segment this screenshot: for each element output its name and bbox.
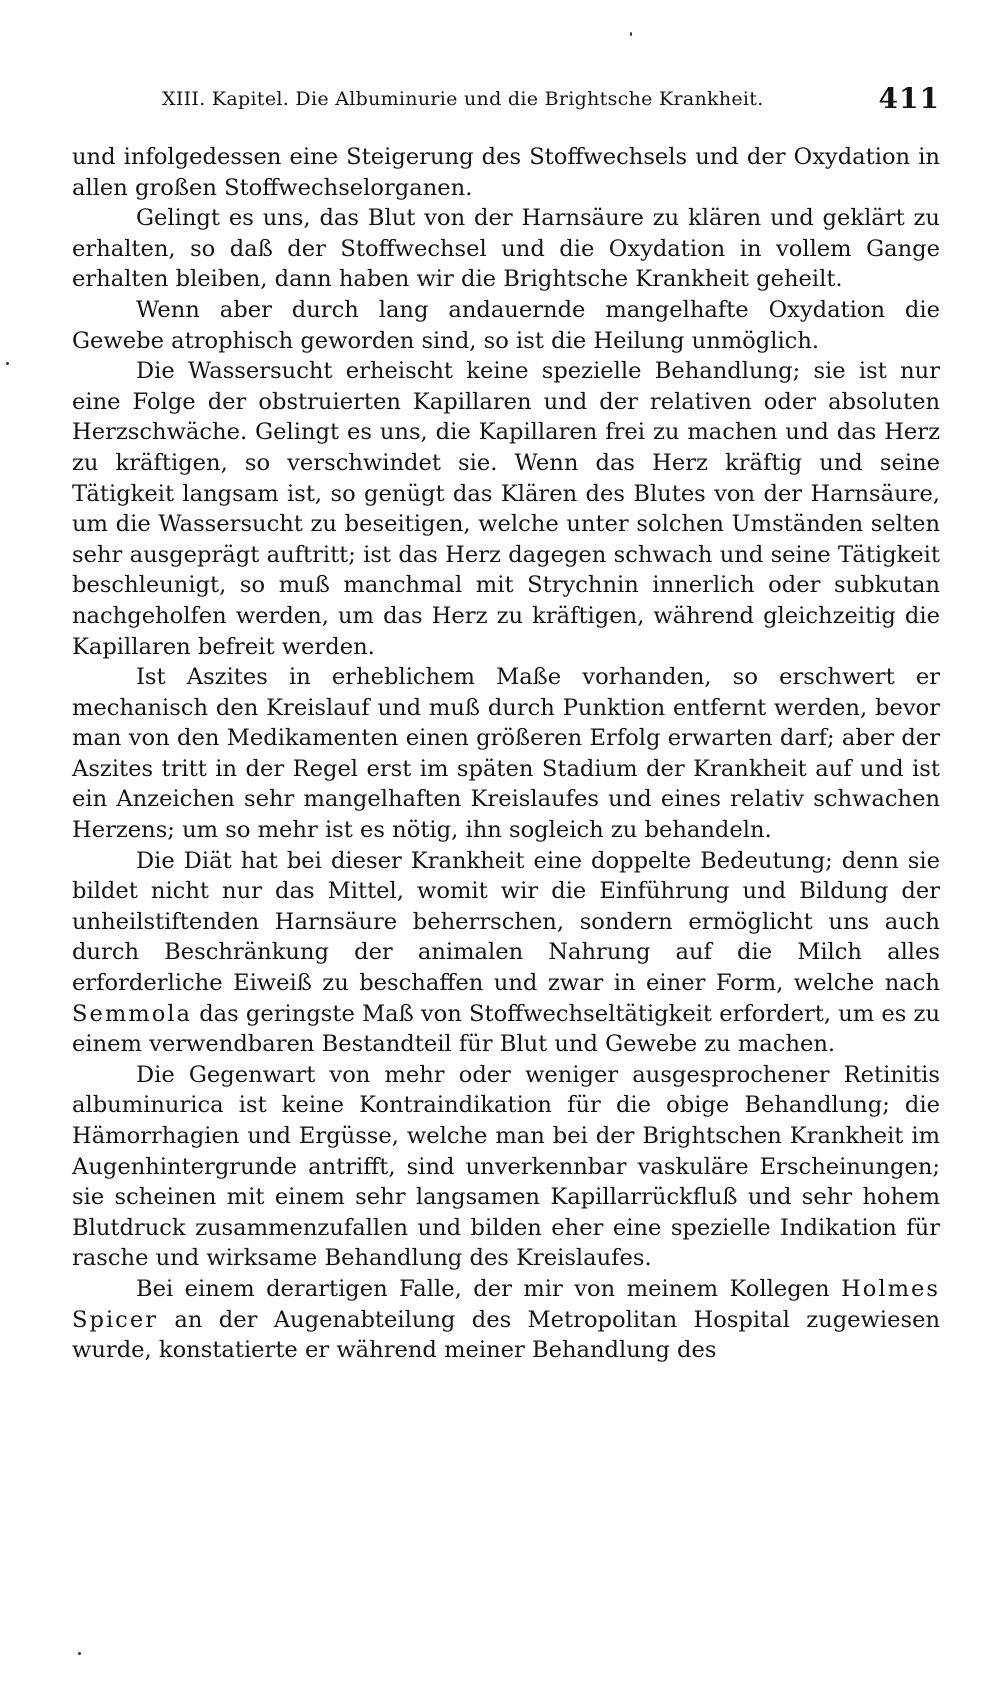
- paragraph: [72, 1060, 940, 1274]
- scan-speck: [6, 362, 9, 365]
- paragraph: [72, 1274, 940, 1366]
- paragraph: [72, 203, 940, 295]
- body-text: [72, 142, 940, 1366]
- paragraph-text: Die Diät hat bei dieser Krankheit eine doppelte Bedeutung; denn sie bildet nicht nur das Mittel, womit wir die Einführung und Bildung der unheilstiftenden Harnsäure beherrschen, sondern ermöglicht uns auch durch Beschränkung der animalen Nahrung auf die Milch alles erforderliche Eiweiß zu beschaffen und zwar in einer Form, welche nach: [72, 847, 940, 997]
- person-name: Semmola: [72, 1000, 192, 1027]
- chapter-title: XIII. Kapitel. Die Albuminurie und die Brightsche Krankheit.: [162, 88, 764, 110]
- paragraph-text: Die Gegenwart von mehr oder weniger ausgesprochener Retinitis albuminurica ist keine Kontraindikation für die obige Behandlung; die Hämorrhagien und Ergüsse, welche man bei der Brightschen Krankheit im Augenhintergrunde antrifft, sind unverkennbar vaskuläre Erscheinungen; sie scheinen mit einem sehr langsamen Kapillarrückfluß und sehr hohem Blutdruck zusammenzufallen und bilden eher eine spezielle Indikation für rasche und wirksame Behandlung des Kreislaufes.: [72, 1061, 940, 1272]
- person-name: Holmes Spicer: [72, 1275, 940, 1333]
- paragraph-text: Gelingt es uns, das Blut von der Harnsäure zu klären und geklärt zu erhalten, so daß der Stoffwechsel und die Oxydation in vollem Gange erhalten bleiben, dann haben wir die Brightsche Krankheit geheilt.: [72, 205, 940, 293]
- paragraph-text: Die Wassersucht erheischt keine spezielle Behandlung; sie ist nur eine Folge der obstruierten Kapillaren und der relativen oder absoluten Herzschwäche. Gelingt es uns, die Kapillaren frei zu machen und das Herz zu kräftigen, so verschwindet sie. Wenn das Herz kräftig und seine Tätigkeit langsam ist, so genügt das Klären des Blutes von der Harnsäure, um die Wassersucht zu beseitigen, welche unter solchen Umständen selten sehr ausgeprägt auftritt; ist das Herz dagegen schwach und seine Tätigkeit beschleunigt, so muß manchmal mit Strychnin innerlich oder subkutan nachgeholfen werden, um das Herz zu kräftigen, während gleichzeitig die Kapillaren befreit werden.: [72, 358, 940, 660]
- scan-speck: [630, 32, 632, 36]
- paragraph-text: Ist Aszites in erheblichem Maße vorhanden, so erschwert er mechanisch den Kreislauf und muß durch Punktion entfernt werden, bevor man von den Medikamenten einen größeren Erfolg erwarten darf; aber der Aszites tritt in der Regel erst im späten Stadium der Krankheit auf und ist ein Anzeichen sehr mangelhaften Kreislaufes und eines relativ schwachen Herzens; um so mehr ist es nötig, ihn sogleich zu behandeln.: [72, 664, 940, 844]
- paragraph-text: und infolgedessen eine Steigerung des Stoffwechsels und der Oxydation in allen großen Stoffwechselorganen.: [72, 144, 940, 201]
- paragraph: [72, 846, 940, 1060]
- paragraph-text: Bei einem derartigen Falle, der mir von meinem Kollegen: [136, 1275, 842, 1302]
- paragraph: [72, 662, 940, 846]
- paragraph: [72, 295, 940, 356]
- running-header: [74, 82, 940, 118]
- paragraph-text: das geringste Maß von Stoffwechseltätigkeit erfordert, um es zu einem verwendbaren Bestandteil für Blut und Gewebe zu machen.: [72, 1000, 940, 1058]
- scan-speck: [78, 1652, 81, 1655]
- paragraph-text: an der Augenabteilung des Metropolitan Hospital zugewiesen wurde, konstatierte er während meiner Behandlung des: [72, 1306, 940, 1364]
- paragraph: [72, 356, 940, 662]
- page-number: 411: [878, 82, 940, 115]
- paragraph: [72, 142, 940, 203]
- paragraph-text: Wenn aber durch lang andauernde mangelhafte Oxydation die Gewebe atrophisch geworden sind, so ist die Heilung unmöglich.: [72, 296, 940, 354]
